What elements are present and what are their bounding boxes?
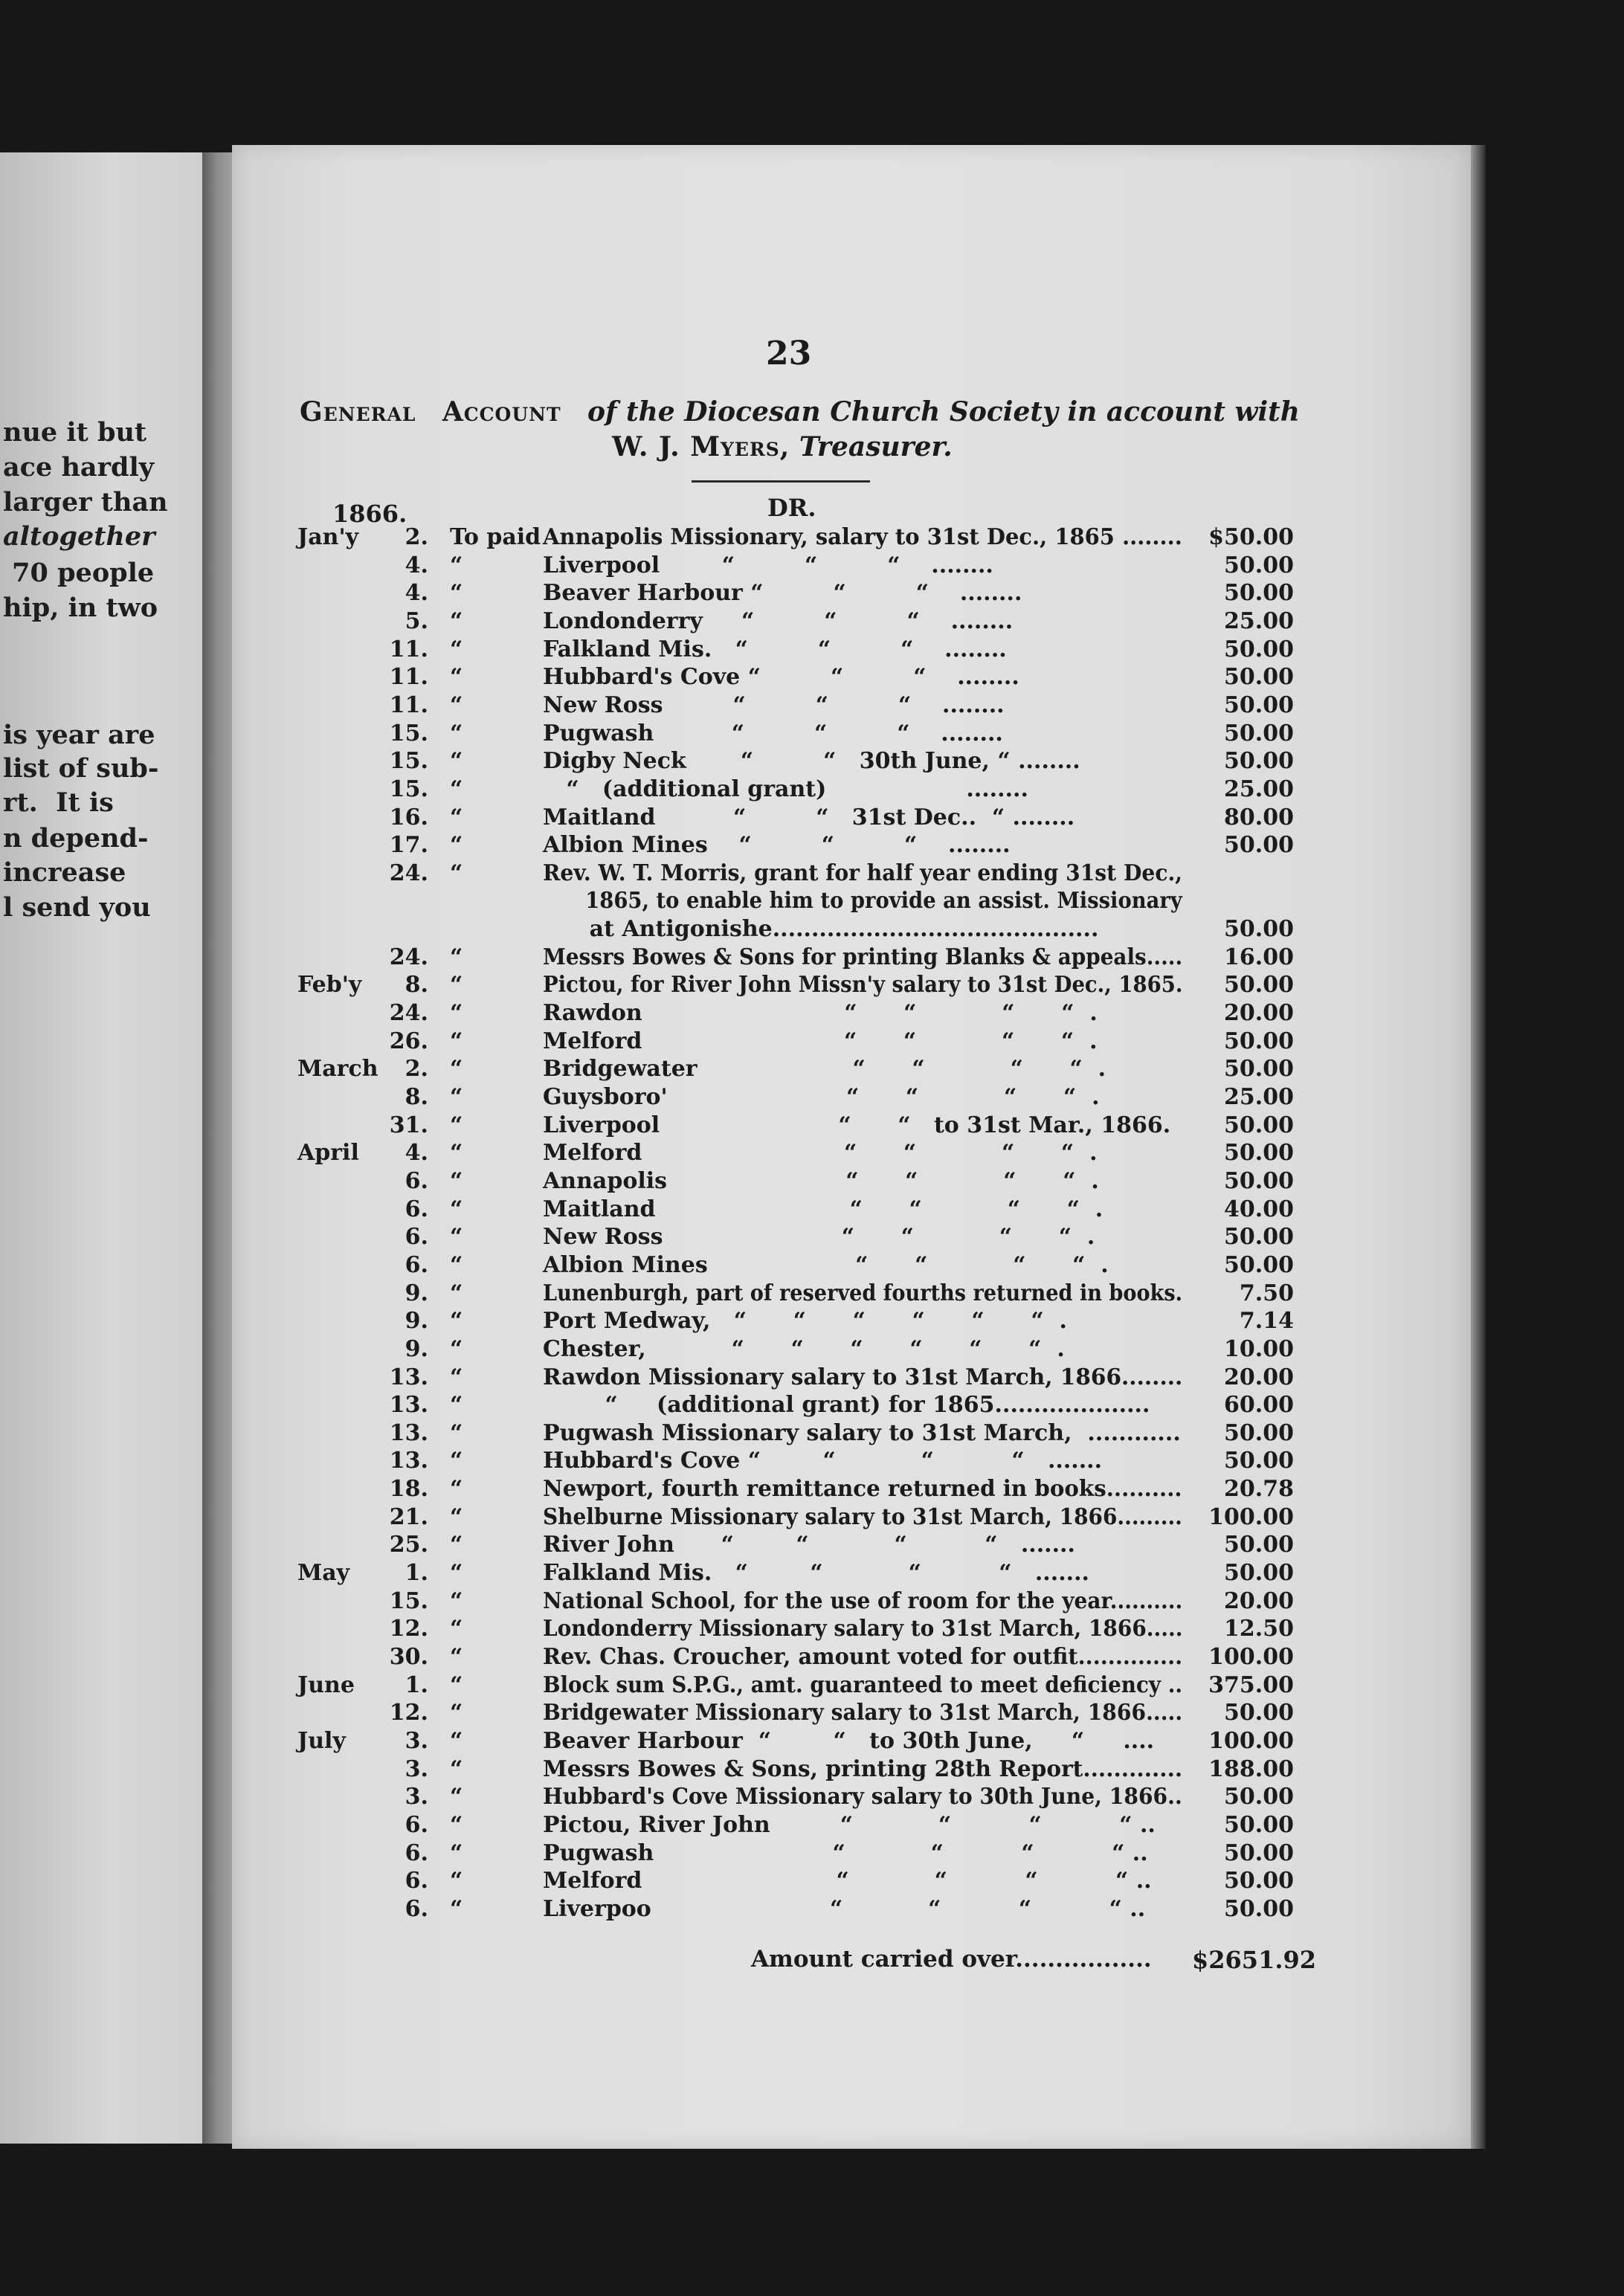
entry-day: 2. — [405, 1056, 428, 1082]
entry-day: 9. — [405, 1308, 428, 1334]
entry-prefix: “ — [450, 1784, 463, 1810]
entry-day: 1. — [405, 1560, 428, 1586]
entry-amount: 25.00 — [1224, 608, 1294, 634]
entry-description: Rev. Chas. Croucher, amount voted for outfit.............. — [543, 1644, 1183, 1670]
entry-prefix: “ — [450, 1700, 463, 1726]
entry-description: Rawdon “ “ “ “ . — [543, 1000, 1098, 1026]
entry-prefix: “ — [450, 1588, 463, 1614]
entry-day: 31. — [389, 1112, 428, 1138]
entry-amount: 20.00 — [1224, 1364, 1294, 1390]
entry-amount: 50.00 — [1224, 1056, 1294, 1082]
entry-amount: 50.00 — [1224, 1028, 1294, 1054]
entry-amount: 100.00 — [1208, 1728, 1294, 1754]
entry-day: 4. — [405, 1140, 428, 1166]
entry-prefix: “ — [450, 1476, 463, 1502]
entry-prefix: “ — [450, 1868, 463, 1894]
entry-amount: 50.00 — [1224, 720, 1294, 746]
entry-description: 1865, to enable him to provide an assist. Missionary — [543, 888, 1182, 914]
entry-amount: 50.00 — [1224, 1140, 1294, 1166]
entry-day: 24. — [389, 1000, 428, 1026]
facing-page-line: nue it but — [3, 417, 147, 448]
entry-description: “ (additional grant) ........ — [543, 776, 1028, 802]
entry-description: Bridgewater “ “ “ “ . — [543, 1056, 1106, 1082]
facing-page-line: is year are — [3, 720, 155, 750]
entry-day: 8. — [405, 1084, 428, 1110]
entry-description: Maitland “ “ “ “ . — [543, 1196, 1103, 1222]
entry-prefix: “ — [450, 552, 463, 578]
entry-day: 3. — [405, 1728, 428, 1754]
entry-description: New Ross “ “ “ “ . — [543, 1224, 1095, 1250]
entry-description: Rev. W. T. Morris, grant for half year ending 31st Dec., — [543, 860, 1183, 886]
entry-month: Feb'y — [297, 972, 362, 998]
facing-page-left — [0, 152, 202, 2144]
entry-day: 6. — [405, 1812, 428, 1838]
entry-prefix: “ — [450, 1280, 463, 1306]
entry-prefix: “ — [450, 1140, 463, 1166]
entry-amount: 50.00 — [1224, 1784, 1294, 1810]
entry-prefix: “ — [450, 608, 463, 634]
entry-month: March — [297, 1056, 378, 1082]
entry-prefix: “ — [450, 1756, 463, 1782]
entry-day: 24. — [389, 860, 428, 886]
entry-description: Hubbard's Cove “ “ “ ........ — [543, 664, 1019, 690]
entry-amount: 20.00 — [1224, 1588, 1294, 1614]
heading-general: General — [300, 396, 416, 428]
facing-page-line: n depend- — [3, 823, 149, 854]
facing-page-line: rt. It is — [3, 787, 114, 818]
entry-prefix: “ — [450, 1392, 463, 1418]
ledger-year: 1866. — [332, 500, 407, 528]
entry-day: 3. — [405, 1756, 428, 1782]
entry-prefix: “ — [450, 1056, 463, 1082]
entry-description: Guysboro' “ “ “ “ . — [543, 1084, 1100, 1110]
entry-day: 11. — [389, 636, 428, 662]
entry-amount: 12.50 — [1224, 1616, 1294, 1642]
entry-prefix: “ — [450, 1364, 463, 1390]
entry-day: 13. — [389, 1420, 428, 1446]
entry-description: Falkland Mis. “ “ “ “ ....... — [543, 1560, 1089, 1586]
entry-description: Annapolis Missionary, salary to 31st Dec., 1865 ........ — [543, 524, 1182, 550]
entry-day: 11. — [389, 692, 428, 718]
total-label: Amount carried over................. — [751, 1946, 1152, 1973]
entry-prefix: “ — [450, 1672, 463, 1698]
heading-rest: of the Diocesan Church Society in account with — [587, 396, 1300, 428]
entry-day: 15. — [389, 1588, 428, 1614]
entry-amount: 50.00 — [1224, 916, 1294, 942]
entry-prefix: “ — [450, 1224, 463, 1250]
entry-day: 9. — [405, 1280, 428, 1306]
entry-prefix: “ — [450, 1336, 463, 1362]
entry-amount: 50.00 — [1224, 1448, 1294, 1474]
entry-amount: 50.00 — [1224, 1420, 1294, 1446]
entry-description: Londonderry “ “ “ ........ — [543, 608, 1014, 634]
entry-description: Newport, fourth remittance returned in books.......... — [543, 1476, 1182, 1502]
entry-day: 4. — [405, 552, 428, 578]
entry-day: 6. — [405, 1168, 428, 1194]
entry-description: Liverpool “ “ to 31st Mar., 1866. — [543, 1112, 1171, 1138]
entry-description: Pictou, for River John Missn'y salary to 31st Dec., 1865. — [543, 972, 1183, 998]
entry-prefix: “ — [450, 1504, 463, 1530]
entry-prefix: “ — [450, 1840, 463, 1866]
entry-amount: 100.00 — [1208, 1504, 1294, 1530]
facing-page-line: 70 people — [3, 558, 155, 588]
entry-amount: 50.00 — [1224, 972, 1294, 998]
entry-prefix: “ — [450, 972, 463, 998]
facing-page-line: l send you — [3, 892, 151, 923]
entry-prefix: “ — [450, 692, 463, 718]
entry-description: River John “ “ “ “ ....... — [543, 1532, 1075, 1558]
facing-page-line: larger than — [3, 487, 168, 517]
entry-day: 17. — [389, 832, 428, 858]
entry-day: 30. — [389, 1644, 428, 1670]
entry-amount: 7.14 — [1239, 1308, 1294, 1334]
entry-day: 12. — [389, 1700, 428, 1726]
entry-prefix: “ — [450, 636, 463, 662]
entry-description: Pugwash Missionary salary to 31st March, ............ — [543, 1420, 1181, 1446]
facing-page-line: list of sub- — [3, 753, 159, 784]
heading-account: Account — [442, 396, 561, 428]
entry-prefix: “ — [450, 1420, 463, 1446]
entry-amount: 50.00 — [1224, 1700, 1294, 1726]
entry-amount: 50.00 — [1224, 1896, 1294, 1922]
entry-amount: 60.00 — [1224, 1392, 1294, 1418]
entry-description: Londonderry Missionary salary to 31st March, 1866..... — [543, 1616, 1183, 1642]
facing-page-line: hip, in two — [3, 593, 158, 623]
entry-day: 24. — [389, 944, 428, 970]
entry-day: 2. — [405, 524, 428, 550]
facing-page-line: altogether — [3, 521, 155, 552]
entry-prefix: “ — [450, 1532, 463, 1558]
entry-amount: 50.00 — [1224, 748, 1294, 774]
entry-day: 9. — [405, 1336, 428, 1362]
entry-day: 13. — [389, 1448, 428, 1474]
entry-prefix: “ — [450, 664, 463, 690]
entry-prefix: “ — [450, 720, 463, 746]
entry-description: New Ross “ “ “ ........ — [543, 692, 1005, 718]
entry-description: Liverpoo “ “ “ “ .. — [543, 1896, 1146, 1922]
debit-label: DR. — [767, 494, 816, 522]
entry-month: Jan'y — [297, 524, 359, 550]
entry-description: Annapolis “ “ “ “ . — [543, 1168, 1099, 1194]
entry-description: Falkland Mis. “ “ “ ........ — [543, 636, 1007, 662]
entry-prefix: “ — [450, 1000, 463, 1026]
entry-amount: 50.00 — [1224, 1224, 1294, 1250]
entry-description: Messrs Bowes & Sons, printing 28th Report............. — [543, 1756, 1183, 1782]
entry-amount: 375.00 — [1208, 1672, 1294, 1698]
entry-amount: 20.00 — [1224, 1000, 1294, 1026]
entry-day: 1. — [405, 1672, 428, 1698]
entry-description: Maitland “ “ 31st Dec.. “ ........ — [543, 804, 1075, 831]
entry-day: 15. — [389, 776, 428, 802]
entry-prefix: “ — [450, 1448, 463, 1474]
entry-amount: 10.00 — [1224, 1336, 1294, 1362]
entry-prefix: “ — [450, 1644, 463, 1670]
entry-description: Port Medway, “ “ “ “ “ “ . — [543, 1308, 1067, 1334]
entry-description: National School, for the use of room for the year.......... — [543, 1588, 1183, 1614]
entry-day: 5. — [405, 608, 428, 634]
entry-description: Shelburne Missionary salary to 31st March, 1866......... — [543, 1504, 1182, 1530]
entry-amount: 100.00 — [1208, 1644, 1294, 1670]
entry-prefix: “ — [450, 748, 463, 774]
entry-amount: 50.00 — [1224, 636, 1294, 662]
entry-day: 6. — [405, 1224, 428, 1250]
entry-day: 6. — [405, 1896, 428, 1922]
entry-prefix: “ — [450, 776, 463, 802]
entry-prefix: To paid — [450, 524, 541, 550]
entry-prefix: “ — [450, 944, 463, 970]
entry-description: Messrs Bowes & Sons for printing Blanks & appeals..... — [543, 944, 1183, 970]
entry-day: 3. — [405, 1784, 428, 1810]
entry-day: 4. — [405, 580, 428, 606]
heading-rule — [692, 480, 870, 483]
entry-amount: 50.00 — [1224, 1560, 1294, 1586]
entry-prefix: “ — [450, 1308, 463, 1334]
entry-description: Pictou, River John “ “ “ “ .. — [543, 1812, 1156, 1838]
entry-day: 15. — [389, 720, 428, 746]
entry-prefix: “ — [450, 860, 463, 886]
entry-prefix: “ — [450, 1896, 463, 1922]
entry-description: Albion Mines “ “ “ “ . — [543, 1252, 1109, 1278]
facing-page-line: increase — [3, 857, 126, 888]
entry-day: 26. — [389, 1028, 428, 1054]
entry-prefix: “ — [450, 580, 463, 606]
page-edge-shadow — [1471, 145, 1486, 2149]
entry-month: April — [297, 1140, 359, 1166]
entry-day: 15. — [389, 748, 428, 774]
entry-description: Beaver Harbour “ “ “ ........ — [543, 580, 1022, 606]
entry-prefix: “ — [450, 1112, 463, 1138]
entry-amount: 50.00 — [1224, 1868, 1294, 1894]
entry-amount: 25.00 — [1224, 1084, 1294, 1110]
entry-day: 8. — [405, 972, 428, 998]
account-heading — [300, 396, 1300, 428]
entry-amount: 50.00 — [1224, 664, 1294, 690]
entry-day: 21. — [389, 1504, 428, 1530]
entry-day: 25. — [389, 1532, 428, 1558]
entry-day: 18. — [389, 1476, 428, 1502]
entry-prefix: “ — [450, 1028, 463, 1054]
entry-day: 16. — [389, 804, 428, 831]
entry-prefix: “ — [450, 804, 463, 831]
entry-prefix: “ — [450, 1168, 463, 1194]
entry-description: at Antigonishe.......................................... — [543, 916, 1099, 942]
entry-description: Chester, “ “ “ “ “ “ . — [543, 1336, 1065, 1362]
entry-day: 13. — [389, 1364, 428, 1390]
entry-prefix: “ — [450, 1196, 463, 1222]
entry-description: Pugwash “ “ “ ........ — [543, 720, 1003, 746]
entry-prefix: “ — [450, 1252, 463, 1278]
page-number: 23 — [766, 335, 812, 373]
facing-page-line: ace hardly — [3, 452, 155, 483]
entry-day: 6. — [405, 1868, 428, 1894]
entry-amount: 20.78 — [1224, 1476, 1294, 1502]
entry-amount: 50.00 — [1224, 1168, 1294, 1194]
entry-month: June — [297, 1672, 355, 1698]
entry-day: 13. — [389, 1392, 428, 1418]
entry-day: 6. — [405, 1840, 428, 1866]
entry-description: Albion Mines “ “ “ ........ — [543, 832, 1011, 858]
entry-amount: 7.50 — [1239, 1280, 1294, 1306]
entry-day: 12. — [389, 1616, 428, 1642]
entry-description: Hubbard's Cove “ “ “ “ ....... — [543, 1448, 1103, 1474]
entry-amount: 188.00 — [1208, 1756, 1294, 1782]
entry-amount: 16.00 — [1224, 944, 1294, 970]
entry-amount: 50.00 — [1224, 1112, 1294, 1138]
treasurer-title: Treasurer. — [799, 431, 953, 462]
entry-prefix: “ — [450, 1616, 463, 1642]
entry-amount: 50.00 — [1224, 1812, 1294, 1838]
entry-amount: 50.00 — [1224, 552, 1294, 578]
entry-description: Bridgewater Missionary salary to 31st March, 1866..... — [543, 1700, 1183, 1726]
entry-description: Beaver Harbour “ “ to 30th June, “ .... — [543, 1728, 1155, 1754]
entry-description: Melford “ “ “ “ .. — [543, 1868, 1152, 1894]
entry-description: Digby Neck “ “ 30th June, “ ........ — [543, 748, 1080, 774]
entry-amount: 50.00 — [1224, 1840, 1294, 1866]
entry-amount: 40.00 — [1224, 1196, 1294, 1222]
entry-description: Melford “ “ “ “ . — [543, 1028, 1098, 1054]
entry-amount: 50.00 — [1224, 832, 1294, 858]
entry-amount: 50.00 — [1224, 692, 1294, 718]
total-amount: $2651.92 — [1192, 1946, 1316, 1974]
entry-prefix: “ — [450, 832, 463, 858]
entry-amount: $50.00 — [1208, 524, 1294, 550]
treasurer-line — [612, 431, 953, 462]
entry-description: Liverpool “ “ “ ........ — [543, 552, 993, 578]
entry-day: 6. — [405, 1252, 428, 1278]
entry-prefix: “ — [450, 1560, 463, 1586]
entry-description: Melford “ “ “ “ . — [543, 1140, 1098, 1166]
entry-description: Lunenburgh, part of reserved fourths returned in books. — [543, 1280, 1183, 1306]
entry-prefix: “ — [450, 1812, 463, 1838]
entry-amount: 25.00 — [1224, 776, 1294, 802]
entry-amount: 80.00 — [1224, 804, 1294, 831]
entry-day: 6. — [405, 1196, 428, 1222]
entry-amount: 50.00 — [1224, 1252, 1294, 1278]
entry-description: Pugwash “ “ “ “ .. — [543, 1840, 1148, 1866]
entry-description: Block sum S.P.G., amt. guaranteed to meet deficiency .. — [543, 1672, 1183, 1698]
entry-description: Hubbard's Cove Missionary salary to 30th June, 1866.. — [543, 1784, 1182, 1810]
entry-description: Rawdon Missionary salary to 31st March, 1866........ — [543, 1364, 1183, 1390]
entry-month: July — [297, 1728, 346, 1754]
entry-prefix: “ — [450, 1084, 463, 1110]
entry-amount: 50.00 — [1224, 580, 1294, 606]
entry-month: May — [297, 1560, 350, 1586]
entry-prefix: “ — [450, 1728, 463, 1754]
treasurer-name: W. J. Myers, — [612, 431, 790, 462]
entry-day: 11. — [389, 664, 428, 690]
entry-amount: 50.00 — [1224, 1532, 1294, 1558]
entry-description: “ (additional grant) for 1865.................... — [543, 1392, 1150, 1418]
